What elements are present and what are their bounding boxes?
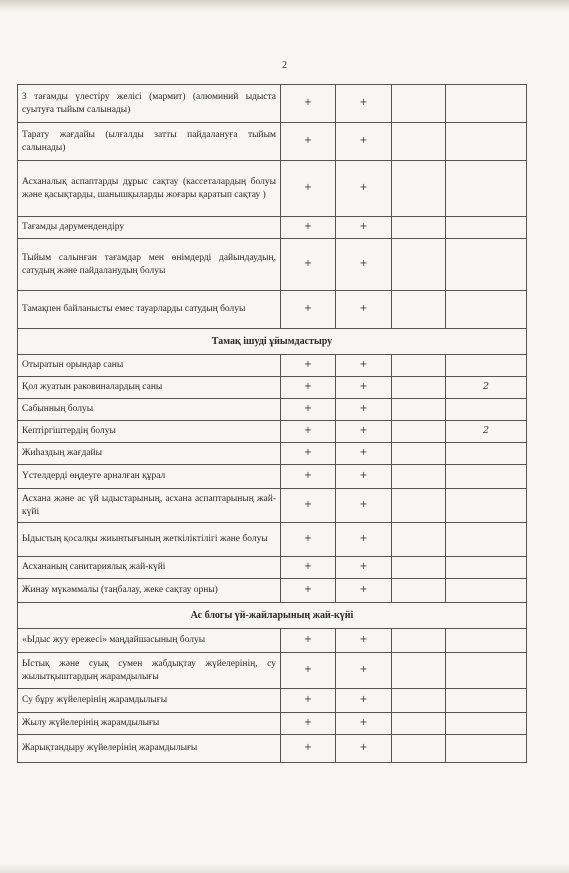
check-mark: + bbox=[281, 355, 336, 377]
handwritten-note bbox=[446, 689, 527, 713]
empty-cell bbox=[392, 557, 446, 579]
item-description: Ыстық және суық сумен жабдықтау жүйелерінің, су жылытқыштардың жарамдылығы bbox=[18, 653, 281, 689]
handwritten-note bbox=[446, 465, 527, 489]
empty-cell bbox=[392, 653, 446, 689]
check-mark: + bbox=[281, 443, 336, 465]
check-mark: + bbox=[336, 123, 392, 161]
page-top-edge bbox=[0, 0, 569, 12]
handwritten-note bbox=[446, 579, 527, 603]
item-description: Үстелдерді өңдеуге арналған құрал bbox=[18, 465, 281, 489]
item-description: Тағамды дәрумендендіру bbox=[18, 217, 281, 239]
check-mark: + bbox=[336, 399, 392, 421]
handwritten-note bbox=[446, 735, 527, 763]
handwritten-note bbox=[446, 239, 527, 291]
page-number: 2 bbox=[282, 60, 287, 71]
item-description: Жылу жүйелерінің жарамдылығы bbox=[18, 713, 281, 735]
check-mark: + bbox=[281, 489, 336, 523]
handwritten-note bbox=[446, 217, 527, 239]
check-mark: + bbox=[336, 443, 392, 465]
check-mark: + bbox=[281, 161, 336, 217]
checklist-row bbox=[18, 291, 527, 329]
empty-cell bbox=[392, 421, 446, 443]
empty-cell bbox=[392, 123, 446, 161]
empty-cell bbox=[392, 239, 446, 291]
check-mark: + bbox=[336, 713, 392, 735]
check-mark: + bbox=[281, 629, 336, 653]
handwritten-note bbox=[446, 489, 527, 523]
checklist-row bbox=[18, 217, 527, 239]
checklist-row bbox=[18, 161, 527, 217]
check-mark: + bbox=[336, 377, 392, 399]
empty-cell bbox=[392, 443, 446, 465]
check-mark: + bbox=[281, 465, 336, 489]
handwritten-note bbox=[446, 713, 527, 735]
checklist-row bbox=[18, 421, 527, 443]
check-mark: + bbox=[336, 355, 392, 377]
checklist-row bbox=[18, 443, 527, 465]
item-description: Тамақпен байланысты емес тауарларды сатудың болуы bbox=[18, 291, 281, 329]
check-mark: + bbox=[281, 713, 336, 735]
check-mark: + bbox=[336, 217, 392, 239]
check-mark: + bbox=[281, 123, 336, 161]
checklist-row bbox=[18, 239, 527, 291]
check-mark: + bbox=[281, 85, 336, 123]
section-title: Ас блогы үй-жайларының жай-күйі bbox=[18, 603, 527, 629]
item-description: Жарықтандыру жүйелерінің жарамдылығы bbox=[18, 735, 281, 763]
handwritten-note: 2 bbox=[446, 377, 527, 399]
empty-cell bbox=[392, 689, 446, 713]
checklist-row bbox=[18, 523, 527, 557]
check-mark: + bbox=[281, 557, 336, 579]
item-description: Кептіргіштердің болуы bbox=[18, 421, 281, 443]
handwritten-note bbox=[446, 523, 527, 557]
empty-cell bbox=[392, 579, 446, 603]
handwritten-note bbox=[446, 291, 527, 329]
check-mark: + bbox=[281, 377, 336, 399]
checklist-row bbox=[18, 355, 527, 377]
item-description: Асханалық аспаптарды дұрыс сақтау (кассеталардың болуы және қасықтарды, шанышқыларды жоғары қаратып сақтау ) bbox=[18, 161, 281, 217]
inspection-checklist-table bbox=[17, 84, 527, 763]
check-mark: + bbox=[336, 653, 392, 689]
empty-cell bbox=[392, 399, 446, 421]
checklist-row bbox=[18, 579, 527, 603]
handwritten-note bbox=[446, 557, 527, 579]
checklist-row bbox=[18, 85, 527, 123]
check-mark: + bbox=[336, 421, 392, 443]
check-mark: + bbox=[281, 421, 336, 443]
check-mark: + bbox=[336, 161, 392, 217]
checklist-row bbox=[18, 735, 527, 763]
item-description: Тарату жағдайы (ылғалды затты пайдалануға тыйым салынады) bbox=[18, 123, 281, 161]
check-mark: + bbox=[281, 735, 336, 763]
handwritten-note: 2 bbox=[446, 421, 527, 443]
check-mark: + bbox=[281, 399, 336, 421]
handwritten-note bbox=[446, 443, 527, 465]
check-mark: + bbox=[336, 629, 392, 653]
checklist-row bbox=[18, 689, 527, 713]
section-title: Тамақ ішуді ұйымдастыру bbox=[18, 329, 527, 355]
empty-cell bbox=[392, 355, 446, 377]
item-description: «Ыдыс жуу ережесі» маңдайшасының болуы bbox=[18, 629, 281, 653]
empty-cell bbox=[392, 377, 446, 399]
check-mark: + bbox=[336, 579, 392, 603]
checklist-row bbox=[18, 653, 527, 689]
handwritten-note bbox=[446, 355, 527, 377]
handwritten-note bbox=[446, 85, 527, 123]
check-mark: + bbox=[336, 465, 392, 489]
handwritten-note bbox=[446, 653, 527, 689]
empty-cell bbox=[392, 217, 446, 239]
checklist-row bbox=[18, 557, 527, 579]
section-header-row bbox=[18, 603, 527, 629]
check-mark: + bbox=[336, 557, 392, 579]
checklist-row bbox=[18, 123, 527, 161]
check-mark: + bbox=[281, 579, 336, 603]
check-mark: + bbox=[281, 217, 336, 239]
item-description: 3 тағамды үлестіру желісі (мармит) (алюминий ыдыста суытуға тыйым салынады) bbox=[18, 85, 281, 123]
check-mark: + bbox=[336, 85, 392, 123]
check-mark: + bbox=[281, 653, 336, 689]
empty-cell bbox=[392, 523, 446, 557]
empty-cell bbox=[392, 735, 446, 763]
checklist-row bbox=[18, 377, 527, 399]
item-description: Сабынның болуы bbox=[18, 399, 281, 421]
check-mark: + bbox=[336, 239, 392, 291]
checklist-row bbox=[18, 465, 527, 489]
check-mark: + bbox=[336, 689, 392, 713]
check-mark: + bbox=[336, 489, 392, 523]
empty-cell bbox=[392, 85, 446, 123]
item-description: Қол жуатын раковиналардың саны bbox=[18, 377, 281, 399]
checklist-row bbox=[18, 629, 527, 653]
handwritten-note bbox=[446, 123, 527, 161]
check-mark: + bbox=[281, 291, 336, 329]
empty-cell bbox=[392, 465, 446, 489]
empty-cell bbox=[392, 291, 446, 329]
check-mark: + bbox=[336, 523, 392, 557]
item-description: Жинау мүкәммалы (таңбалау, жеке сақтау орны) bbox=[18, 579, 281, 603]
empty-cell bbox=[392, 489, 446, 523]
handwritten-note bbox=[446, 629, 527, 653]
item-description: Жиһаздың жағдайы bbox=[18, 443, 281, 465]
page-bottom-edge bbox=[0, 863, 569, 873]
item-description: Асхананың санитариялық жай-күйі bbox=[18, 557, 281, 579]
check-mark: + bbox=[281, 523, 336, 557]
check-mark: + bbox=[336, 735, 392, 763]
empty-cell bbox=[392, 161, 446, 217]
check-mark: + bbox=[336, 291, 392, 329]
check-mark: + bbox=[281, 689, 336, 713]
checklist-row bbox=[18, 489, 527, 523]
item-description: Ыдыстың қосалқы жиынтығының жеткіліктілігі және болуы bbox=[18, 523, 281, 557]
empty-cell bbox=[392, 713, 446, 735]
item-description: Тыйым салынған тағамдар мен өнімдерді дайындаудың, сатудың және пайдаланудың болуы bbox=[18, 239, 281, 291]
empty-cell bbox=[392, 629, 446, 653]
checklist-row bbox=[18, 713, 527, 735]
handwritten-note bbox=[446, 399, 527, 421]
item-description: Асхана және ас үй ыдыстарының, асхана аспаптарының жай-күйі bbox=[18, 489, 281, 523]
item-description: Отыратын орындар саны bbox=[18, 355, 281, 377]
check-mark: + bbox=[281, 239, 336, 291]
checklist-row bbox=[18, 399, 527, 421]
handwritten-note bbox=[446, 161, 527, 217]
section-header-row bbox=[18, 329, 527, 355]
item-description: Су бұру жүйелерінің жарамдылығы bbox=[18, 689, 281, 713]
